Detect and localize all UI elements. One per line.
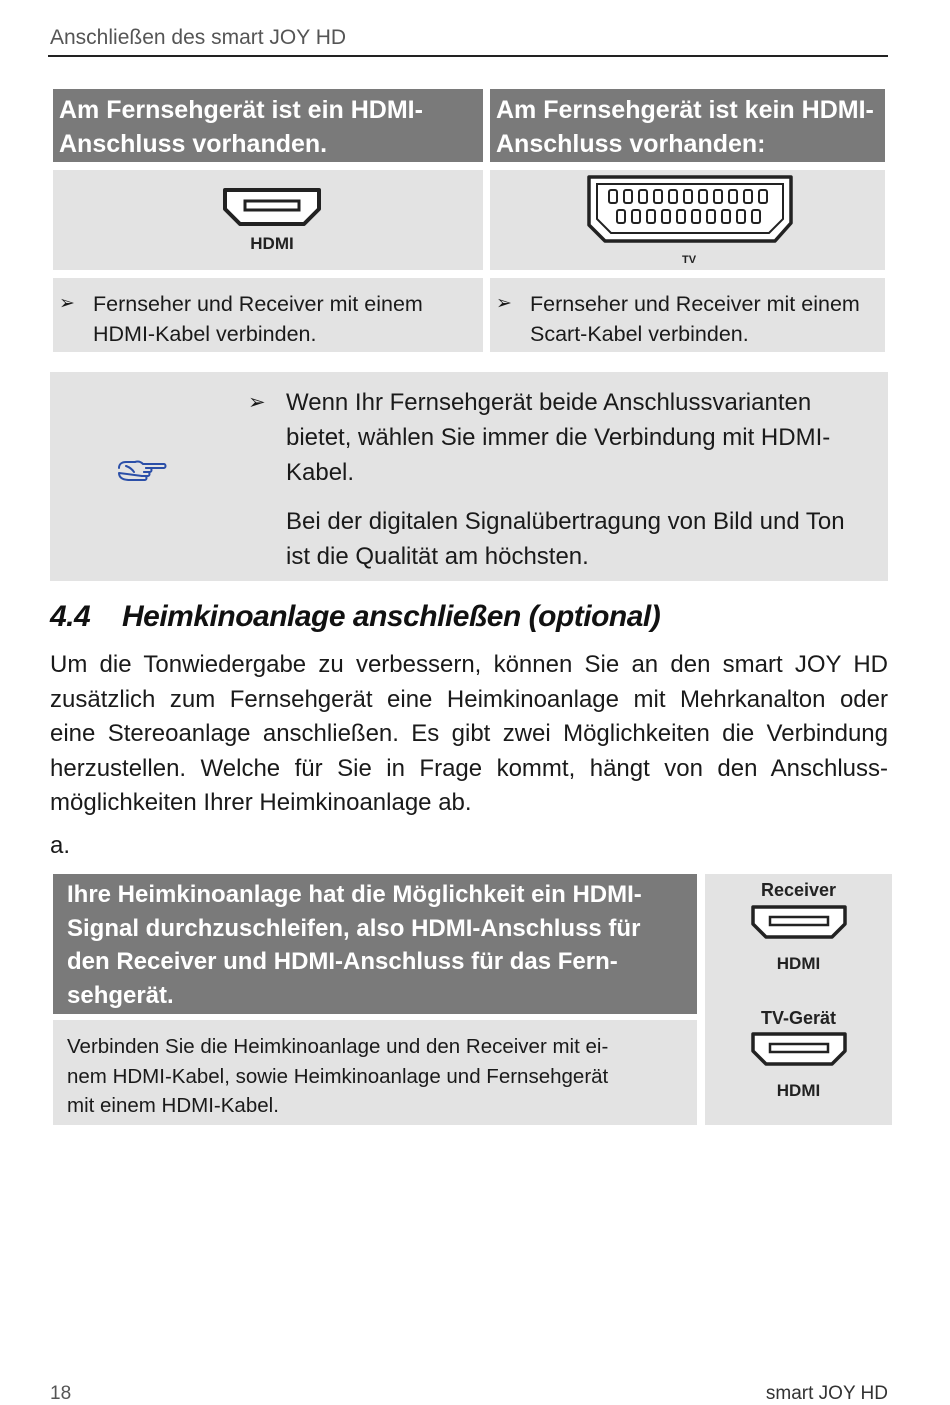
section-heading	[50, 600, 660, 634]
bullet-arrow-icon: ➢	[59, 293, 75, 314]
note-line2: bietet, wählen Sie immer die Verbindung mit HDMI-	[286, 424, 831, 451]
option-a-text-line2: nem HDMI-Kabel, sowie Heimkinoanlage und Fernsehgerät	[67, 1064, 609, 1088]
section-number: 4.4	[50, 600, 91, 633]
list-letter: a.	[50, 832, 71, 859]
hdmi-port-icon	[222, 187, 322, 227]
running-header: Anschließen des smart JOY HD	[50, 26, 347, 49]
note-para-line1: Bei der digitalen Signalübertragung von Bild und Ton	[286, 508, 845, 535]
body-line1: Um die Tonwiedergabe zu verbessern, können Sie an den smart JOY HD	[50, 651, 888, 678]
tv-port-label: HDMI	[776, 1081, 821, 1100]
scart-connector-cell	[490, 170, 885, 270]
hdmi-connector-cell	[53, 170, 483, 270]
hdmi-instruction-cell	[53, 278, 483, 352]
header-rule	[48, 55, 888, 57]
hdmi-instruction-line2: HDMI-Kabel verbinden.	[93, 322, 317, 346]
option-a-text	[53, 1020, 697, 1125]
note-box	[50, 372, 888, 581]
footer-product: smart JOY HD	[765, 1383, 888, 1404]
hdmi-connector-label: HDMI	[250, 234, 294, 253]
section-body	[50, 648, 888, 821]
pointing-hand-icon	[116, 458, 168, 488]
table-heading-hdmi	[53, 89, 483, 162]
note-line1: Wenn Ihr Fernsehgerät beide Anschlussvarianten	[286, 389, 812, 416]
table-heading-scart	[490, 89, 885, 162]
option-a-heading-line3: den Receiver und HDMI-Anschluss für das Fern-	[67, 948, 618, 975]
scart-connector-label: TV	[681, 254, 697, 266]
table-heading-scart-line1: Am Fernsehgerät ist kein HDMI-	[496, 96, 874, 124]
page-number: 18	[50, 1383, 72, 1404]
table-heading-scart-line2: Anschluss vorhanden:	[496, 130, 766, 158]
hdmi-instruction-line1: Fernseher und Receiver mit einem	[93, 292, 423, 316]
table-heading-hdmi-line2: Anschluss vorhanden.	[59, 130, 328, 158]
body-line4: herzustellen. Welche für Sie in Frage kommt, hängt von den Anschluss-	[50, 754, 888, 782]
receiver-port-label: HDMI	[776, 954, 821, 973]
option-a-heading	[53, 874, 697, 1014]
scart-instruction-line1: Fernseher und Receiver mit einem	[530, 292, 860, 316]
option-a-text-line1: Verbinden Sie die Heimkinoanlage und den Receiver mit ei-	[67, 1035, 609, 1058]
body-line2: zusätzlich zum Fernsehgerät eine Heimkinoanlage mit Mehrkanalton oder	[50, 685, 888, 713]
note-bullet-arrow-icon: ➢	[248, 391, 266, 414]
tv-label: TV-Gerät	[760, 1008, 837, 1028]
option-a-heading-line4: sehgerät.	[67, 981, 174, 1009]
tv-hdmi-port-icon	[750, 1031, 848, 1067]
body-line3: eine Stereoanlage anschließen. Es gibt zwei Möglichkeiten die Verbindung	[50, 720, 888, 747]
option-a-heading-line1: Ihre Heimkinoanlage hat die Möglichkeit ein HDMI-	[67, 881, 642, 908]
section-title: Heimkinoanlage anschließen (optional)	[122, 600, 661, 633]
table-heading-hdmi-line1: Am Fernsehgerät ist ein HDMI-	[59, 96, 423, 124]
bullet-arrow-icon: ➢	[496, 293, 512, 314]
note-line3: Kabel.	[286, 459, 355, 486]
scart-port-icon	[585, 173, 795, 245]
option-a-connector-panel	[705, 874, 892, 1125]
receiver-label: Receiver	[760, 880, 837, 900]
body-line5: möglichkeiten Ihrer Heimkinoanlage ab.	[50, 789, 472, 816]
note-para-line2: ist die Qualität am höchsten.	[286, 543, 589, 570]
scart-instruction-line2: Scart-Kabel verbinden.	[530, 322, 749, 346]
option-a-text-line3: mit einem HDMI-Kabel.	[67, 1094, 279, 1117]
receiver-hdmi-port-icon	[750, 904, 848, 940]
option-a-heading-line2: Signal durchzuschleifen, also HDMI-Anschluss für	[67, 914, 641, 942]
scart-instruction-cell	[490, 278, 885, 352]
